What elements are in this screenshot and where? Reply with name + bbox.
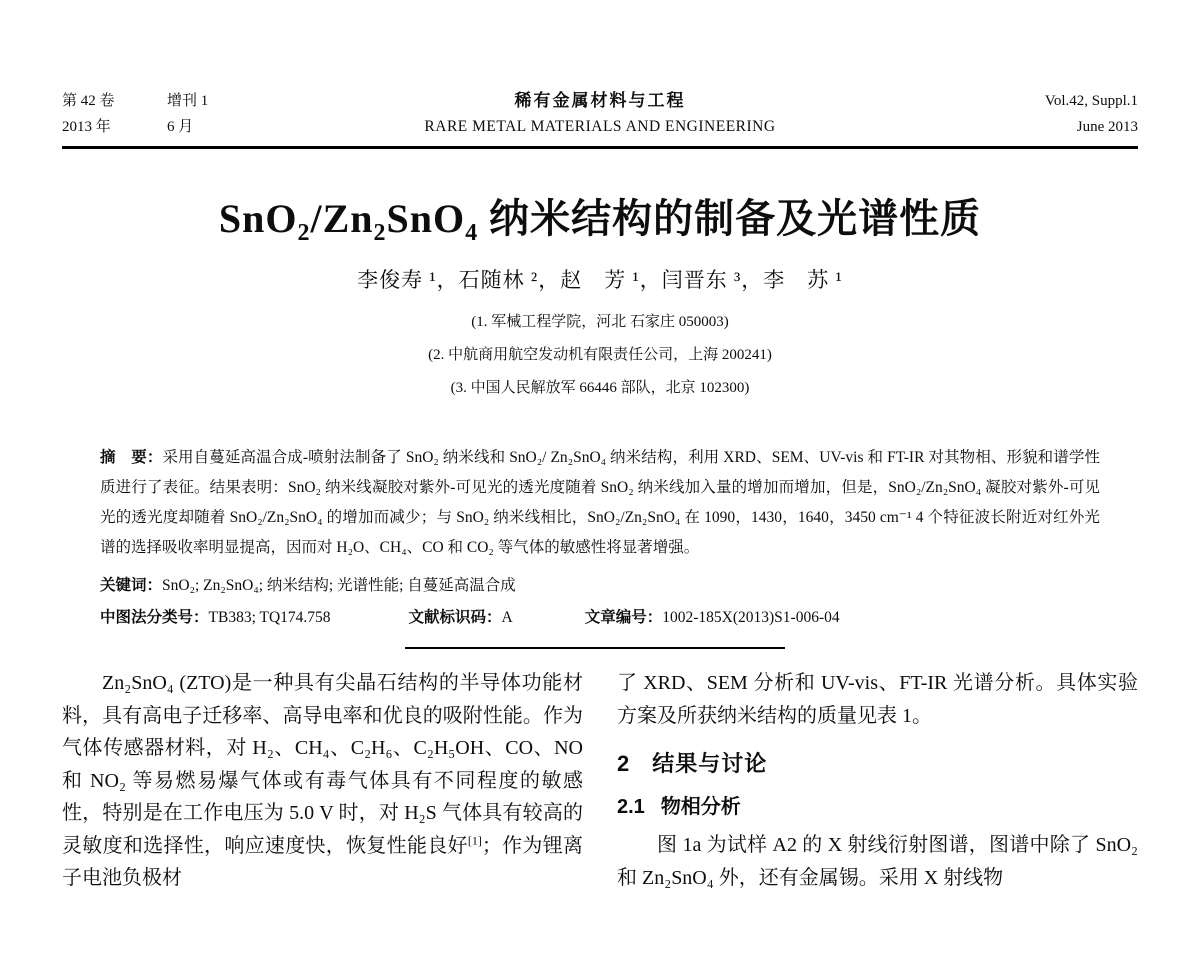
article-title: SnO₂/Zn₂SnO₄ 纳米结构的制备及光谱性质 — [218, 196, 982, 241]
clc-value: TB383; TQ174.758 — [208, 609, 331, 626]
journal-year-cn: 2013 年 — [62, 119, 111, 135]
journal-volume-en: Vol.42, Suppl.1 — [1044, 93, 1138, 109]
journal-month-cn: 6 月 — [167, 119, 194, 135]
classification-line — [100, 603, 1100, 633]
affiliation-1: (1. 军械工程学院，河北 石家庄 050003) — [471, 314, 729, 330]
journal-header-left — [62, 88, 282, 140]
doc-code-value: A — [501, 609, 513, 626]
left-column — [62, 667, 583, 895]
affiliation-2: (2. 中航商用航空发动机有限责任公司，上海 200241) — [428, 347, 772, 363]
journal-title-en: RARE METAL MATERIALS AND ENGINEERING — [424, 118, 776, 135]
doc-code-segment — [409, 603, 513, 633]
journal-date-row — [62, 114, 282, 140]
journal-volume-cn: 第 42 卷 — [62, 93, 115, 109]
abstract-paragraph — [100, 443, 1100, 563]
right-column — [617, 667, 1138, 895]
subsection-heading-phase-analysis — [617, 791, 1138, 824]
footnote-divider-rule — [405, 647, 785, 649]
abstract-text: 采用自蔓延高温合成-喷射法制备了 SnO₂ 纳米线和 SnO₂/ Zn₂SnO₄ 纳米结构，利用 XRD、SEM、UV-vis 和 FT-IR 对其物相、形貌和谱学性质进行了表征。结果表明：SnO₂ 纳米线凝胶对紫外-可见光的透光度随着 SnO₂ 纳米线加入量的增加而增加，但是，SnO₂/Zn₂SnO₄ 凝胶对紫外-可见光的透光度却随着 SnO₂/Zn₂SnO₄ 的增加而减少；与 SnO₂ 纳米线相比，SnO₂/Zn₂SnO₄ 在 1090，1430，1640，3450 cm⁻¹ 4 个特征波长附近对红外光谱的选择吸收率明显提高，因而对 H₂O、CH₄、CO 和 CO₂ 等气体的敏感性将显著增强。 — [100, 449, 1100, 556]
body-columns — [62, 667, 1138, 895]
affiliation-list — [62, 306, 1138, 405]
clc-segment — [100, 603, 331, 633]
journal-title-cn: 稀有金属材料与工程 — [514, 91, 686, 110]
article-id-value: 1002-185X(2013)S1-006-04 — [662, 609, 840, 626]
journal-issue-cn: 增刊 1 — [167, 93, 209, 109]
journal-header-center — [282, 88, 918, 140]
doc-code-label: 文献标识码： — [408, 609, 502, 626]
journal-header — [62, 88, 1138, 140]
author-list: 李俊寿 ¹，石随林 ²，赵 芳 ¹，闫晋东 ³，李 苏 ¹ — [357, 268, 843, 292]
article-id-label: 文章编号： — [584, 609, 663, 626]
abstract-section — [62, 443, 1138, 633]
keywords-line — [100, 571, 1100, 601]
reference-superscript: [1] — [467, 832, 482, 847]
intro-paragraph — [62, 667, 583, 895]
intro-text: Zn₂SnO₄ (ZTO)是一种具有尖晶石结构的半导体功能材料，具有高电子迁移率、高导电率和优良的吸附性能。作为气体传感器材料，对 H₂、CH₄、C₂H₆、C₂H₅OH、CO、NO 和 NO₂ 等易燃易爆气体或有毒气体具有不同程度的敏感性，特别是在工作电压为 5.0 V 时，对 H₂S 气体具有较高的灵敏度和选择性，响应速度快，恢复性能良好 — [62, 672, 583, 857]
section-heading-results — [617, 748, 1138, 781]
subsection-number: 2.1 — [617, 795, 645, 818]
abstract-label: 摘 要： — [100, 449, 163, 466]
xrd-paragraph: 图 1a 为试样 A2 的 X 射线衍射图谱，图谱中除了 SnO₂ 和 Zn₂SnO₄ 外，还有金属锡。采用 X 射线物 — [617, 834, 1138, 889]
subsection-title: 物相分析 — [660, 795, 741, 818]
journal-volume-row — [62, 88, 282, 114]
article-id-segment — [585, 603, 840, 633]
section-number: 2 — [617, 751, 631, 776]
journal-date-en: June 2013 — [1076, 119, 1138, 135]
keywords-label: 关键词： — [100, 577, 163, 594]
journal-header-right — [918, 88, 1138, 140]
affiliation-3: (3. 中国人民解放军 66446 部队，北京 102300) — [450, 380, 750, 396]
experiment-paragraph: 了 XRD、SEM 分析和 UV-vis、FT-IR 光谱分析。具体实验方案及所获纳米结构的质量见表 1。 — [617, 672, 1138, 727]
intro-text-continued: ；作为锂离子电池负极材 — [62, 834, 584, 889]
section-title: 结果与讨论 — [652, 751, 768, 776]
header-divider-rule — [62, 146, 1138, 149]
keywords-text: SnO₂; Zn₂SnO₄; 纳米结构; 光谱性能; 自蔓延高温合成 — [162, 577, 516, 594]
clc-label: 中图法分类号： — [100, 609, 209, 626]
